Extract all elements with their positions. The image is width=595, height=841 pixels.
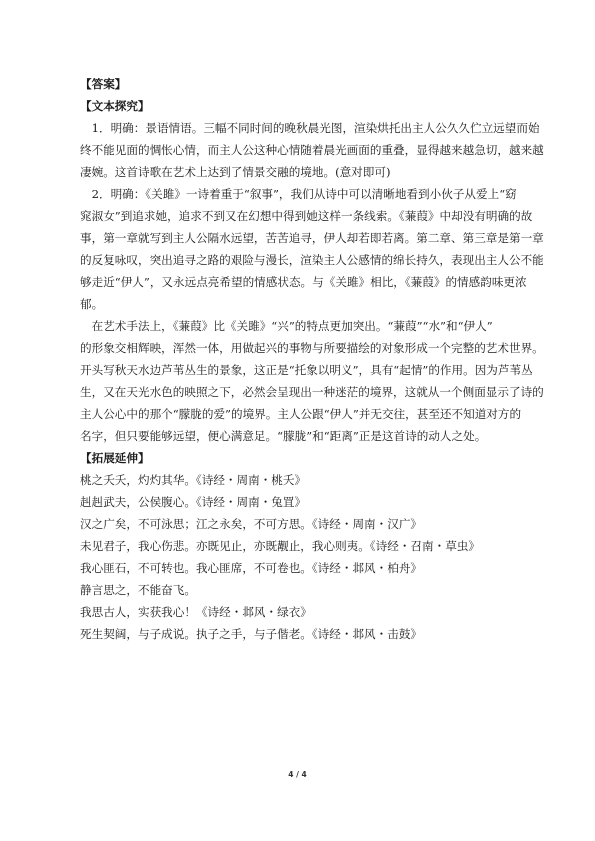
paragraph-line: 窕淑女”到追求她，追求不到又在幻想中得到她这样一条线索。《蒹葭》中却没有明确的故 (80, 209, 533, 223)
page-number: 4 / 4 (288, 770, 307, 779)
answer-heading: 【答案】 (80, 77, 127, 91)
paragraph-line: 的反复咏叹，突出追寻之路的艰险与漫长，渲染主人公感情的绵长持久，表现出主人公不能 (80, 253, 544, 267)
extend-heading: 【拓展延伸】 (80, 451, 150, 465)
explore-paragraph-2 (80, 183, 544, 315)
quote-line: 赳赳武夫，公侯腹心。《诗经・周南・兔罝》 (80, 495, 307, 509)
paragraph-line: 2．明确：《关雎》一诗着重于“叙事”，我们从诗中可以清晰地看到小伙子从爱上“窈 (80, 187, 517, 201)
paragraph-line: 名字，但只要能够远望，便心满意足。“朦胧”和“距离”正是这首诗的动人之处。 (80, 429, 487, 443)
quote-line: 我思古人，实获我心！《诗经・邶风・绿衣》 (80, 605, 312, 619)
explore-paragraph-3 (80, 315, 544, 447)
extend-list (80, 469, 520, 645)
quote-line: 死生契阔，与子成说。执子之手，与子偕老。《诗经・邶风・击鼓》 (80, 627, 423, 641)
paragraph-line: 凄婉。这首诗歌在艺术上达到了情景交融的境地。(意对即可) (80, 165, 391, 179)
quote-line: 未见君子，我心伤悲。亦既见止，亦既觏止，我心则夷。《诗经・召南・草虫》 (80, 539, 480, 553)
paragraph-line: 主人公心中的那个“朦胧的爱”的境界。主人公跟“伊人”并无交往，甚至还不知道对方的 (80, 407, 522, 421)
quote-line: 静言思之，不能奋飞。 (80, 583, 196, 597)
paragraph-line: 够走近“伊人”，又永远点亮希望的情感状态。与《关雎》相比，《蒹葭》的情感韵味更浓 (80, 275, 527, 289)
paragraph-line: 开头写秋天水边芦苇丛生的景象，这正是“托象以明义”，具有“起情”的作用。因为芦苇丛 (80, 363, 533, 377)
paragraph-line: 生，又在天光水色的映照之下，必然会呈现出一种迷茫的境界，这就从一个侧面显示了诗的 (80, 385, 544, 399)
paragraph-line: 在艺术手法上，《蒹葭》比《关雎》“兴”的特点更加突出。“蒹葭”“水”和“伊人” (80, 319, 493, 333)
explore-paragraph-1 (80, 117, 544, 183)
paragraph-line: 的形象交相辉映，浑然一体，用做起兴的事物与所要描绘的对象形成一个完整的艺术世界。 (80, 341, 544, 355)
explore-heading: 【文本探究】 (80, 99, 150, 113)
document-body (80, 73, 544, 645)
paragraph-line: 事，第一章就写到主人公隔水远望，苦苦追寻，伊人却若即若离。第二章、第三章是第一章 (80, 231, 544, 245)
paragraph-line: 1．明确：景语情语。三幅不同时间的晚秋晨光图，渲染烘托出主人公久久伫立远望而始 (80, 121, 540, 135)
paragraph-line: 郁。 (80, 297, 104, 311)
quote-line: 汉之广矣，不可泳思；江之永矣，不可方思。《诗经・周南・汉广》 (80, 517, 423, 531)
paragraph-line: 终不能见面的惆怅心情，而主人公这种心情随着晨光画面的重叠，显得越来越急切，越来越 (80, 143, 544, 157)
quote-line: 桃之夭夭，灼灼其华。《诗经・周南・桃夭》 (80, 473, 307, 487)
quote-line: 我心匪石，不可转也。我心匪席，不可卷也。《诗经・邶风・柏舟》 (80, 561, 423, 575)
